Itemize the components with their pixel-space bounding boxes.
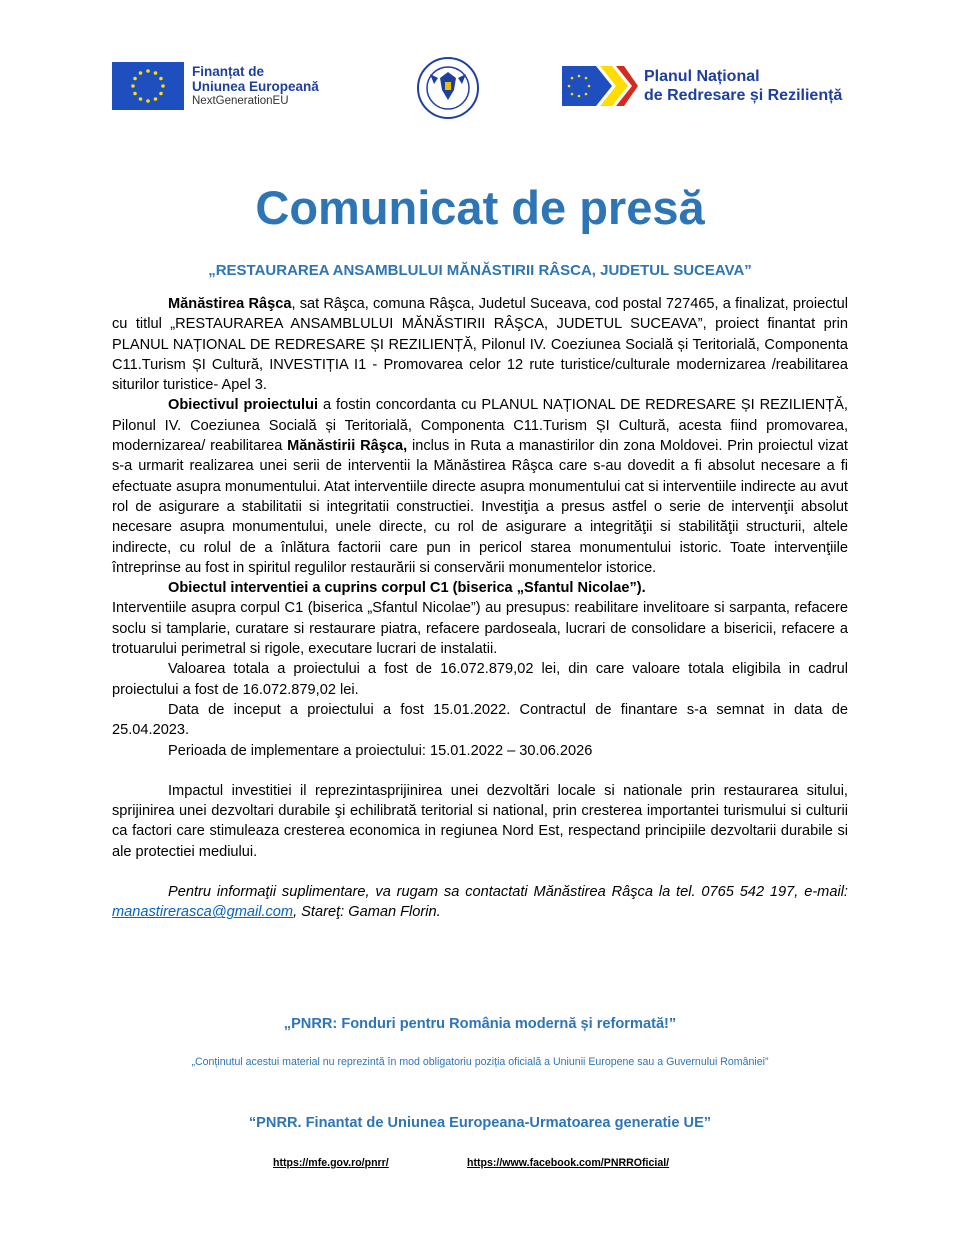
pnrr-logo-line2: de Redresare și Reziliență: [644, 87, 843, 104]
paragraph-start-date: Data de inceput a proiectului a fost 15.01.2022. Contractul de finantare s-a semnat in data de 25.04.2023.: [112, 701, 848, 739]
facebook-link[interactable]: https://www.facebook.com/PNRROficial/: [467, 1157, 670, 1169]
paragraph-period: Perioada de implementare a proiectului: 15.01.2022 – 30.06.2026: [168, 742, 593, 759]
objective-label: Obiectivul proiectului: [168, 397, 319, 414]
eu-logo-line1: Finanțat de: [192, 63, 265, 79]
paragraph-contact: Pentru informaţii suplimentare, va rugam sa contactati Mănăstirea Râşca la tel. 0765 542 197, e-mail: manastirerasca@gmail.com, Stareţ: Gaman Florin.: [112, 884, 848, 921]
paragraph-impact: Impactul investitiei il reprezintasprijinirea unei dezvoltări locale si nationale prin restaurarea sitului, sprijinirea unei dezvoltari durabile şi echilibrată teritorial si national, prin cresterea importantei turismului si culturii ca factori care stimuleaza cresterea economica in regiunea Nord Est, respectand principiile dezvoltarii durabile si ale protectiei mediului.: [112, 782, 848, 860]
paragraph-value: Valoarea totala a proiectului a fost de 16.072.879,02 lei, din care valoare totala eligibila in cadrul proiectului a fost de 16.072.879,02 lei.: [112, 661, 848, 698]
press-release-body: [112, 294, 848, 923]
paragraph-objective: Obiectivul proiectului a fostin concordanta cu PLANUL NAȚIONAL DE REDRESARE ȘI REZILIENȚĂ, Pilonul IV. Coeziunea Socială și Teritorială, Componenta C11.Turism ȘI Cultură, acesta fiind promovarea, modernizarea/ reabilitarea Mănăstirii Râşca, inclus in Ruta a manastirilor din zona Moldovei. Prin proiectul vizat s-a urmarit realizarea unei serii de interventii la Mănăstirea Râşca care s-au dovedit a fi absolut necesare a fi efectuate asupra monumentului. Atat interventiile directe asupra monumentului cat si interventiile indirecte au avut rol de asigurare a stabilitatii si integritatii constructiei. Investiţia a presus astfel o serie de intervenţii absolut necesare asupra monumentului, unele directe, cu rol de asigurare a integrităţii si stabilităţii structurii, altele indirecte, cu rolul de a înlătura factorii care pun in pericol starea monumentului istoric. Toate intervenţiile întreprinse au fost in spiritul regulilor restaurării si conservării monumentelor istorice.: [112, 397, 848, 576]
eu-logo-line3: NextGenerationEU: [192, 94, 289, 107]
paragraph-intro: Mănăstirea Râşca, sat Râşca, comuna Râşca, Judetul Suceava, cod postal 727465, a finalizat, proiectul cu titlul „RESTAURAREA ANSAMBLULUI MĂNĂSTIRII RÂŞCA, JUDETUL SUCEAVA”, proiect finantat prin PLANUL NAȚIONAL DE REDRESARE ȘI REZILIENȚĂ, Pilonul IV. Coeziunea Socială și Teritorială, Componenta C11.Turism ȘI Cultură, INVESTIȚIA I1 - Promovarea celor 12 rute turistice/culturale modernizarea /reabilitarea siturilor turistice- Apel 3.: [112, 296, 848, 394]
pnrr-flag-icon: [562, 66, 638, 106]
government-seal-icon: [416, 56, 480, 120]
pnrr-slogan: „PNRR: Fonduri pentru România modernă și reformată!”: [283, 1016, 677, 1032]
disclaimer: „Conținutul acestui material nu reprezintă în mod obligatoriu poziția oficială a Uniunii Europene sau a Guvernului României”: [191, 1056, 769, 1068]
eu-logo-line2: Uniunea Europeană: [192, 78, 319, 94]
paragraph-interventions: Interventiile asupra corpul C1 (biserica „Sfantul Nicolae”) au presupus: reabilitare invelitoare si sarpanta, refacere soclu si tamplarie, curatare si restaurare piatra, refacere pardoseala, lucrari de consolidare a bisericii, refacere a trotuarului perimetral si rigole, executare lucrari de instalatii.: [112, 600, 848, 658]
eu-flag-icon: [112, 62, 184, 110]
footer-slogan: “PNRR. Finantat de Uniunea Europeana-Urmatoarea generatie UE”: [248, 1115, 712, 1131]
contact-email-link[interactable]: manastirerasca@gmail.com: [112, 904, 294, 921]
mfe-link[interactable]: https://mfe.gov.ro/pnrr/: [273, 1157, 389, 1169]
paragraph-intervention-object: Obiectul interventiei a cuprins corpul C1 (biserica „Sfantul Nicolae”).: [168, 580, 646, 597]
pnrr-logo-line1: Planul Național: [644, 68, 760, 85]
eu-funding-logo: [112, 62, 319, 110]
monastery-name: Mănăstirea Râşca: [168, 296, 292, 312]
header-logos: [0, 52, 960, 122]
project-subtitle: „RESTAURAREA ANSAMBLULUI MĂNĂSTIRII RÂSCA, JUDETUL SUCEAVA”: [208, 262, 752, 279]
pnrr-logo: [562, 66, 842, 106]
page-title: Comunicat de presă: [255, 181, 705, 234]
